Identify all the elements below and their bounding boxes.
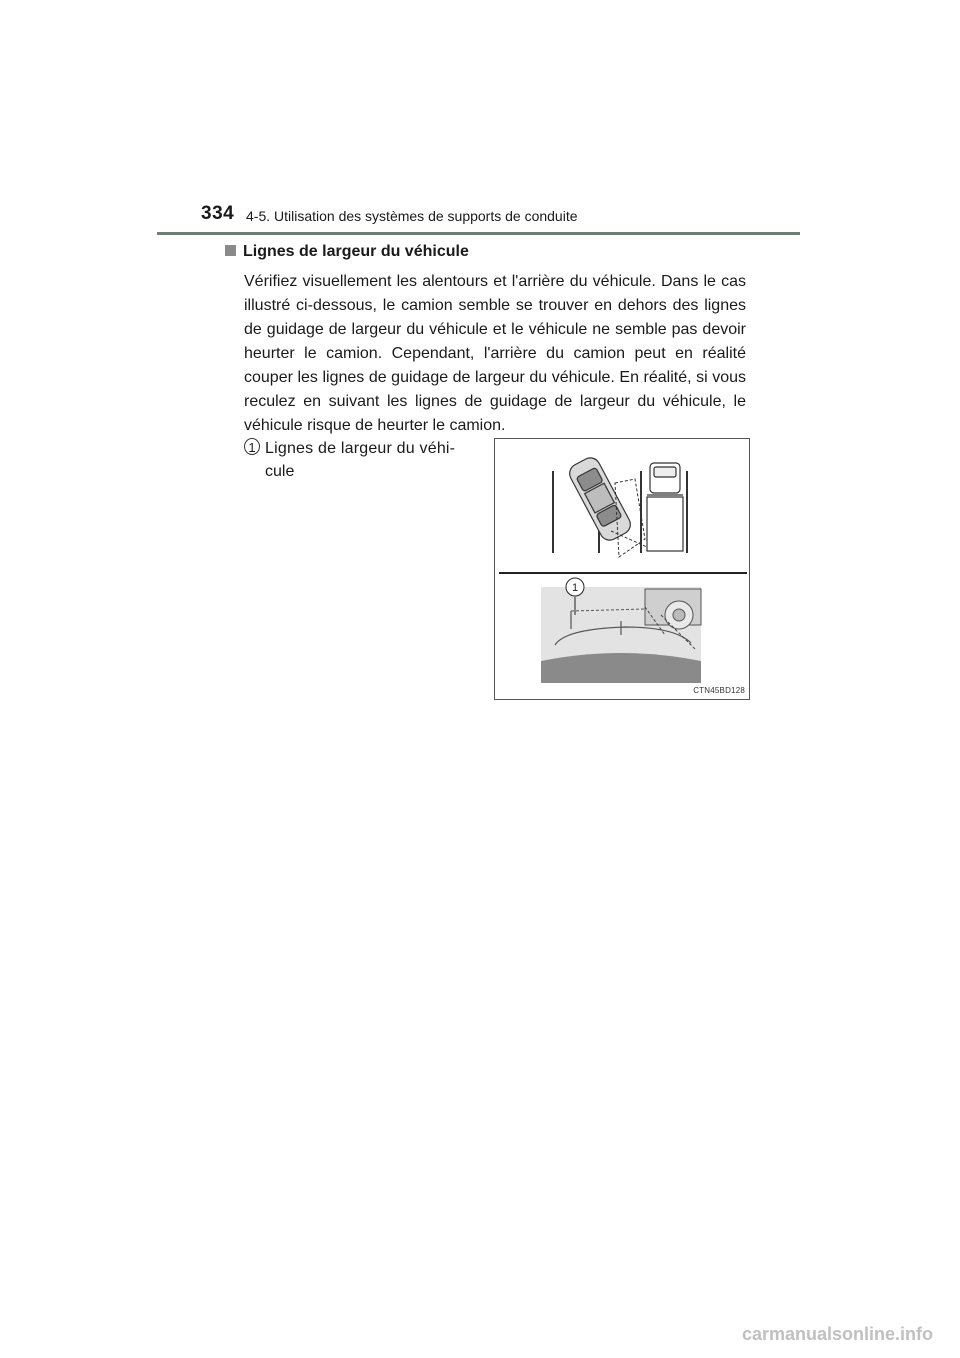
parking-illustration <box>494 438 750 700</box>
camera-view <box>541 587 701 683</box>
callout-legend <box>244 437 462 483</box>
callout-label-line1: Lignes de largeur du véhi- <box>265 440 456 457</box>
section-title: 4-5. Utilisation des systèmes de supports de conduite <box>246 208 578 224</box>
body-paragraph: Vérifiez visuellement les alentours et l'arrière du véhicule. Dans le cas illustré ci-dessous, le camion semble se trouver en dehors des lignes de guidage de largeur du véhicule et le véhicule ne semble pas devoir heurter le camion. Cependant, l'arrière du camion peut en réalité couper les lignes de guidage de largeur du véhicule. En réalité, si vous reculez en suivant les lignes de guidage de largeur du véhicule, le véhicule risque de heurter le camion. <box>244 273 746 434</box>
car-top-view <box>566 454 634 543</box>
header-divider <box>157 232 800 235</box>
figure-callout-number: 1 <box>571 582 579 594</box>
truck-top-view <box>647 463 683 551</box>
square-bullet-icon <box>225 245 236 256</box>
callout-number-badge: 1 <box>244 438 260 455</box>
callout-label-line2: cule <box>265 463 295 480</box>
illustration-svg <box>495 439 751 701</box>
watermark: carmanualsonline.info <box>742 1324 934 1344</box>
page-number: 334 <box>201 203 235 224</box>
subheading <box>225 243 469 261</box>
figure-code: CTN45BD128 <box>693 686 745 695</box>
subheading-text: Lignes de largeur du véhicule <box>243 243 469 260</box>
